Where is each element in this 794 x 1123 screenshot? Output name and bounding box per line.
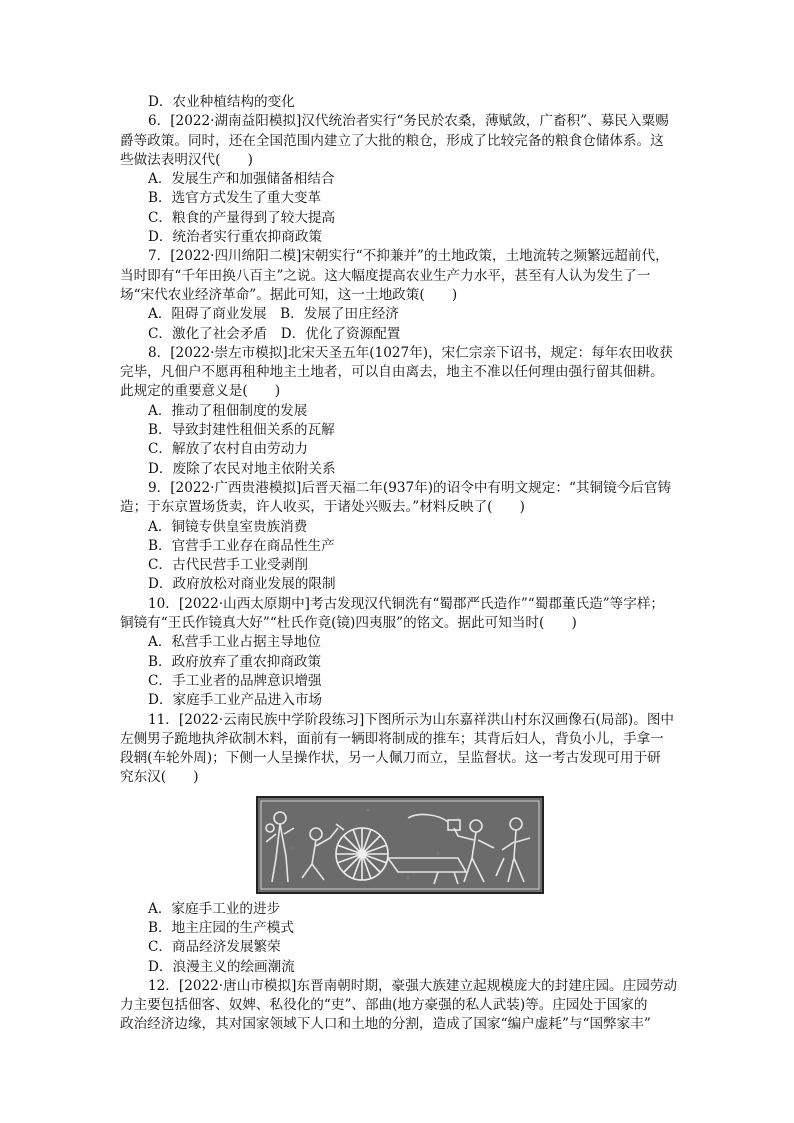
- question-6-line-1: 6．[2022·湖南益阳模拟]汉代统治者实行“务民於农桑，薄赋敛，广畜积”、募民入粟赐: [148, 113, 669, 130]
- question-8-option-c: C．解放了农村自由劳动力: [148, 441, 308, 458]
- question-8-line-1: 8．[2022·崇左市模拟]北宋天圣五年(1027年)，宋仁宗亲下诏书，规定：每年农田收获: [148, 344, 673, 361]
- question-11-line-3: 段辋(车轮外周)；下侧一人呈操作状，另一人佩刀而立，呈监督状。这一考古发现可用于研: [120, 750, 661, 767]
- question-8-line-2: 完毕，凡佃户不愿再租种地主土地者，可以自由离去，地主不准以任何理由强行留其佃耕。: [120, 364, 664, 381]
- document-body: [120, 93, 680, 1035]
- question-7-options-ab: A．阻碍了商业发展 B．发展了田庄经济: [148, 306, 399, 323]
- question-10-line-2: 铜镜有“王氏作镜真大好”“杜氏作竟(镜)四夷服”的铭文。据此可知当时( ): [120, 615, 577, 632]
- q5-option-d: D．农业种植结构的变化: [148, 94, 295, 110]
- question-12: [120, 977, 680, 1035]
- question-7-options-cd: C．激化了社会矛盾 D．优化了资源配置: [148, 325, 401, 342]
- question-10-option-a: A．私营手工业占据主导地位: [148, 634, 321, 651]
- question-9-option-d: D．政府放松对商业发展的限制: [148, 576, 336, 593]
- question-6-option-c: C．粮食的产量得到了较大提高: [148, 209, 336, 226]
- question-10-option-d: D．家庭手工业产品进入市场: [148, 692, 323, 709]
- question-11: [120, 711, 680, 977]
- question-12-line-3: 政治经济边缘，其对国家领域下人口和土地的分割，造成了国家“编户虚耗”与“国弊家丰”: [120, 1016, 651, 1033]
- question-7-line-3: 场“宋代农业经济革命”。据此可知，这一土地政策( ): [120, 286, 458, 303]
- question-8: [120, 344, 680, 479]
- han-stone-relief-image: [256, 796, 544, 894]
- question-6-option-d: D．统治者实行重农抑商政策: [148, 229, 323, 246]
- question-10: [120, 595, 680, 711]
- question-10-option-b: B．政府放弃了重农抑商政策: [148, 653, 322, 670]
- question-10-option-c: C．手工业者的品牌意识增强: [148, 672, 322, 689]
- question-11-line-4: 究东汉( ): [120, 769, 199, 786]
- question-11-line-1: 11．[2022·云南民族中学阶段练习]下图所示为山东嘉祥洪山村东汉画像石(局部)。图中: [148, 711, 675, 728]
- question-11-option-d: D．浪漫主义的绘画潮流: [148, 958, 295, 975]
- question-7: [120, 247, 680, 343]
- question-6: [120, 112, 680, 247]
- question-8-line-3: 此规定的重要意义是( ): [120, 383, 281, 400]
- question-9-option-c: C．古代民营手工业受剥削: [148, 557, 308, 574]
- question-7-line-1: 7．[2022·四川绵阳二模]宋朝实行“不抑兼并”的土地政策，土地流转之频繁远超前代，: [148, 248, 669, 265]
- question-7-line-2: 当时即有“千年田换八百主”之说。这大幅度提高农业生产力水平，甚至有人认为发生了一: [120, 267, 651, 284]
- question-8-option-a: A．推动了租佃制度的发展: [148, 402, 308, 419]
- question-11-line-2: 左侧男子跪地执斧砍制木料，面前有一辆即将制成的推车；其背后妇人，背负小儿，手拿一: [120, 730, 664, 747]
- question-6-line-2: 爵等政策。同时，还在全国范围内建立了大批的粮仓，形成了比较完备的粮食仓储体系。这: [120, 132, 664, 149]
- question-8-option-d: D．废除了农民对地主依附关系: [148, 460, 336, 477]
- question-6-option-b: B．选官方式发生了重大变革: [148, 190, 322, 207]
- question-8-option-b: B．导致封建性租佃关系的瓦解: [148, 422, 335, 439]
- relief-figure-wrap: [120, 796, 680, 894]
- question-11-option-b: B．地主庄园的生产模式: [148, 919, 294, 936]
- question-9-option-a: A．铜镜专供皇室贵族消费: [148, 518, 308, 535]
- question-9-line-1: 9．[2022·广西贵港模拟]后晋天福二年(937年)的诏令中有明文规定：“其铜镜今后官铸: [148, 479, 672, 496]
- question-9-line-2: 造；于东京置场货卖，许人收买，于诸处兴贩去。”材料反映了( ): [120, 499, 525, 516]
- question-10-line-1: 10．[2022·山西太原期中]考古发现汉代铜洗有“蜀郡严氏造作”“蜀郡董氏造”等字样；: [148, 595, 665, 612]
- question-6-option-a: A．发展生产和加强储备相结合: [148, 171, 335, 188]
- question-9: [120, 479, 680, 595]
- question-11-option-c: C．商品经济发展繁荣: [148, 939, 281, 956]
- relief-illustration: [258, 798, 542, 892]
- question-12-line-1: 12．[2022·唐山市模拟]东晋南朝时期，豪强大族建立起规模庞大的封建庄园。庄园劳动: [148, 977, 678, 994]
- question-11-option-a: A．家庭手工业的进步: [148, 900, 281, 917]
- question-6-line-3: 些做法表明汉代( ): [120, 151, 253, 168]
- question-9-option-b: B．官营手工业存在商品性生产: [148, 537, 335, 554]
- question-12-line-2: 力主要包括佃客、奴婢、私役化的“吏”、部曲(地方豪强的私人武装)等。庄园处于国家的: [120, 997, 648, 1014]
